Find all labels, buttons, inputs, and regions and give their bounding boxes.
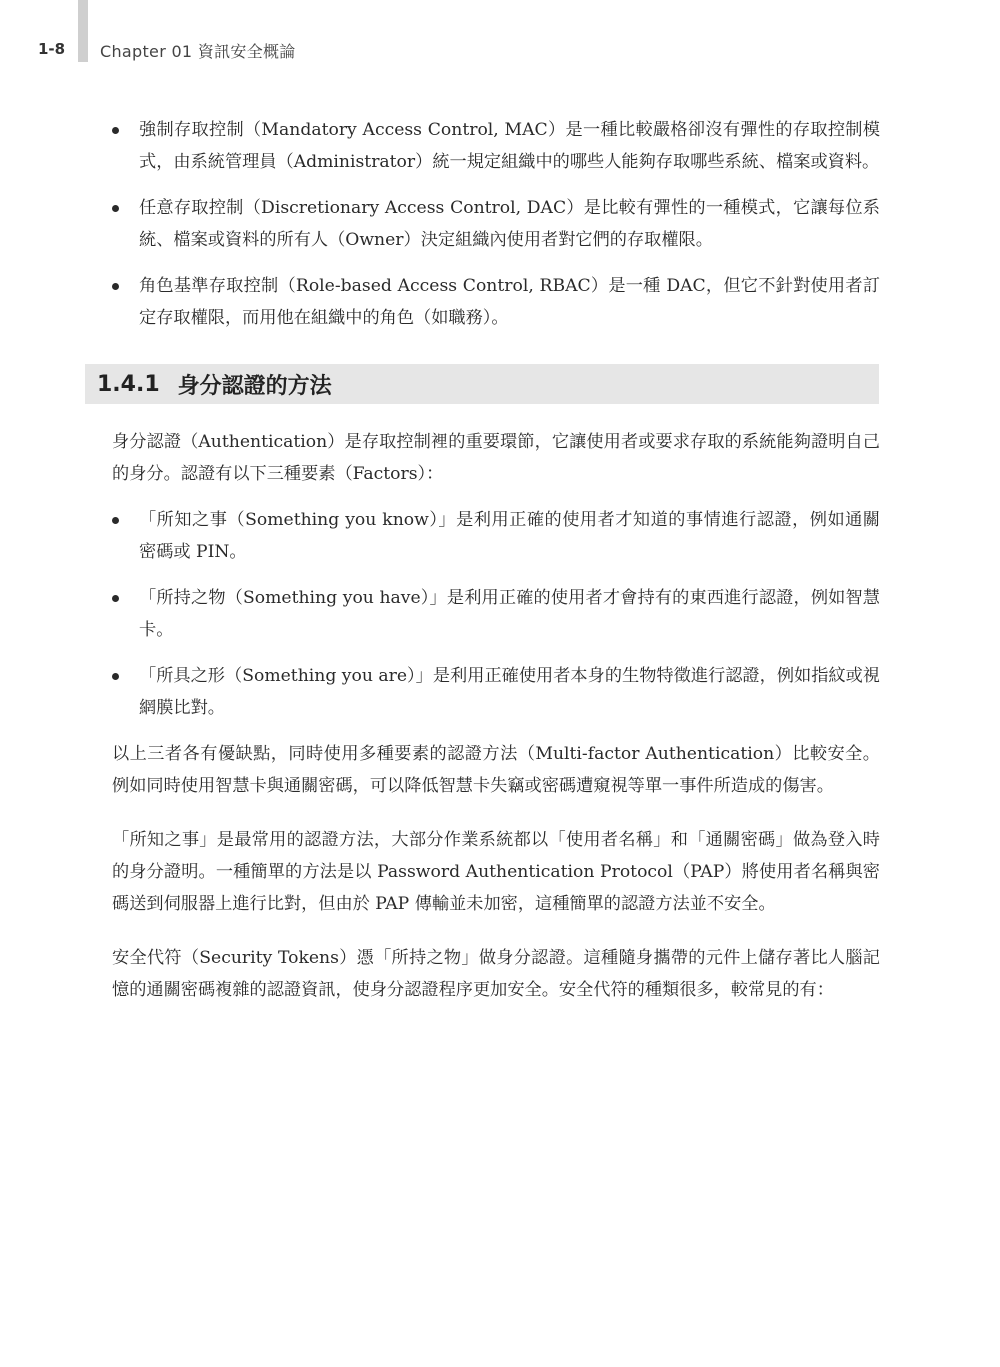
list-item <box>112 660 880 724</box>
header-accent-bar <box>78 0 88 62</box>
list-item <box>112 270 880 334</box>
list-item-text: 強制存取控制（Mandatory Access Control, MAC）是一種比較嚴格卻沒有彈性的存取控制模式，由系統管理員（Administrator）統一規定組織中的哪些人能夠存取哪些系統、檔案或資料。 <box>139 120 880 172</box>
intro-paragraph: 身分認證（Authentication）是存取控制裡的重要環節，它讓使用者或要求存取的系統能夠證明自己的身分。認證有以下三種要素（Factors）： <box>112 432 880 484</box>
body-paragraph: 「所知之事」是最常用的認證方法，大部分作業系統都以「使用者名稱」和「通關密碼」做為登入時的身分證明。一種簡單的方法是以 Password Authentication Protocol（PAP）將使用者名稱與密碼送到伺服器上進行比對，但由於 PAP 傳輸並未加密，這種簡單的認證方法並不安全。 <box>112 830 880 914</box>
list-item <box>112 114 880 178</box>
page-content <box>97 114 880 1006</box>
access-control-list <box>112 114 880 334</box>
bullet-icon <box>112 517 119 524</box>
list-item-text: 「所知之事（Something you know）」是利用正確的使用者才知道的事情進行認證，例如通關密碼或 PIN。 <box>139 510 880 562</box>
bullet-icon <box>112 595 119 602</box>
page-number: 1-8 <box>38 40 66 58</box>
chapter-title: Chapter 01 資訊安全概論 <box>100 42 296 61</box>
list-item <box>112 504 880 568</box>
list-item-text: 任意存取控制（Discretionary Access Control, DAC）是比較有彈性的一種模式，它讓每位系統、檔案或資料的所有人（Owner）決定組織內使用者對它們的存取權限。 <box>139 198 880 250</box>
bullet-icon <box>112 127 119 134</box>
list-item <box>112 582 880 646</box>
section-title: 身分認證的方法 <box>177 373 332 399</box>
bullet-icon <box>112 283 119 290</box>
section-number: 1.4.1 <box>97 371 160 397</box>
bullet-icon <box>112 673 119 680</box>
list-item <box>112 192 880 256</box>
factors-list <box>112 504 880 724</box>
list-item-text: 角色基準存取控制（Role-based Access Control, RBAC）是一種 DAC，但它不針對使用者訂定存取權限，而用他在組織中的角色（如職務）。 <box>139 276 880 328</box>
bullet-icon <box>112 205 119 212</box>
list-item-text: 「所持之物（Something you have）」是利用正確的使用者才會持有的東西進行認證，例如智慧卡。 <box>139 588 880 640</box>
section-heading <box>85 364 879 404</box>
list-item-text: 「所具之形（Something you are）」是利用正確使用者本身的生物特徵進行認證，例如指紋或視網膜比對。 <box>139 666 880 718</box>
body-paragraph: 以上三者各有優缺點，同時使用多種要素的認證方法（Multi-factor Authentication）比較安全。例如同時使用智慧卡與通關密碼，可以降低智慧卡失竊或密碼遭窺視等單一事件所造成的傷害。 <box>112 744 880 796</box>
body-paragraph: 安全代符（Security Tokens）憑「所持之物」做身分認證。這種隨身攜帶的元件上儲存著比人腦記憶的通關密碼複雜的認證資訊，使身分認證程序更加安全。安全代符的種類很多，較常見的有： <box>112 948 880 1000</box>
